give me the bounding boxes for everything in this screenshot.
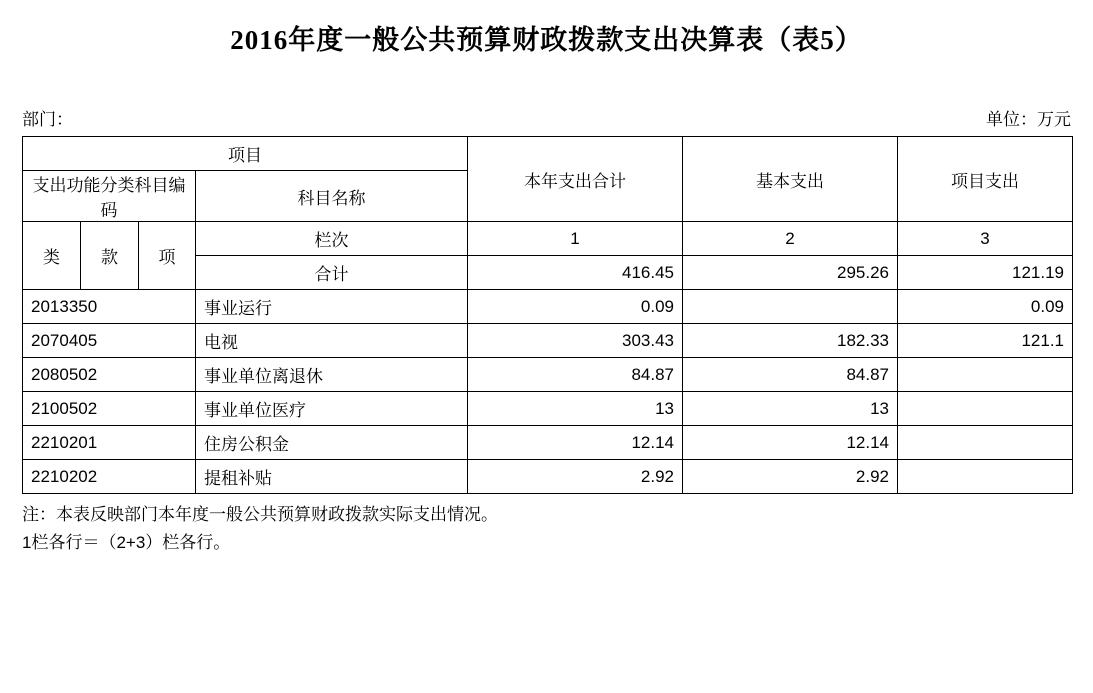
row-project [898,392,1073,426]
row-code: 2100502 [23,392,196,426]
row-basic: 2.92 [683,460,898,494]
table-row [23,290,1073,324]
row-basic: 182.33 [683,324,898,358]
total-label: 合计 [196,256,468,290]
header-code-xiang: 项 [139,222,196,290]
header-code-kuan: 款 [81,222,139,290]
header-subject-name: 科目名称 [196,171,468,222]
row-total: 2.92 [468,460,683,494]
row-code: 2210201 [23,426,196,460]
row-total: 303.43 [468,324,683,358]
total-value-project: 121.19 [898,256,1073,290]
row-project [898,358,1073,392]
table-row [23,460,1073,494]
row-project [898,460,1073,494]
row-total: 84.87 [468,358,683,392]
header-item-group: 项目 [23,137,468,171]
meta-row [22,105,1071,130]
header-code-lei: 类 [23,222,81,290]
row-basic: 13 [683,392,898,426]
row-name: 事业运行 [196,290,468,324]
table-row [23,426,1073,460]
header-lanci-2: 2 [683,222,898,256]
header-function-code: 支出功能分类科目编码 [23,171,196,222]
note-line-1: 注：本表反映部门本年度一般公共预算财政拨款实际支出情况。 [22,505,498,524]
row-project: 0.09 [898,290,1073,324]
header-project-expenditure: 项目支出 [898,137,1073,222]
row-total: 12.14 [468,426,683,460]
row-total: 0.09 [468,290,683,324]
table-row [23,392,1073,426]
header-total-expenditure: 本年支出合计 [468,137,683,222]
row-name: 提租补贴 [196,460,468,494]
row-code: 2070405 [23,324,196,358]
row-basic: 84.87 [683,358,898,392]
total-value-total: 416.45 [468,256,683,290]
note-line-2: 1栏各行＝（2+3）栏各行。 [22,533,231,553]
budget-expenditure-table [22,136,1073,494]
row-code: 2210202 [23,460,196,494]
department-label: 部门： [22,110,73,129]
header-lanci-3: 3 [898,222,1073,256]
row-name: 事业单位离退休 [196,358,468,392]
total-value-basic: 295.26 [683,256,898,290]
row-name: 事业单位医疗 [196,392,468,426]
unit-label: 单位：万元 [986,110,1071,129]
header-lanci-label: 栏次 [196,222,468,256]
row-basic [683,290,898,324]
header-basic-expenditure: 基本支出 [683,137,898,222]
row-code: 2080502 [23,358,196,392]
row-basic: 12.14 [683,426,898,460]
table-header-row-lanci [23,222,1073,256]
table-row [23,324,1073,358]
row-total: 13 [468,392,683,426]
row-project: 121.1 [898,324,1073,358]
table-notes [22,502,1071,557]
row-name: 电视 [196,324,468,358]
table-row [23,358,1073,392]
page-title: 2016年度一般公共预算财政拨款支出决算表（表5） [230,25,863,55]
row-project [898,426,1073,460]
row-name: 住房公积金 [196,426,468,460]
row-code: 2013350 [23,290,196,324]
header-lanci-1: 1 [468,222,683,256]
document-page [0,18,1093,693]
table-header-row-item [23,137,1073,171]
